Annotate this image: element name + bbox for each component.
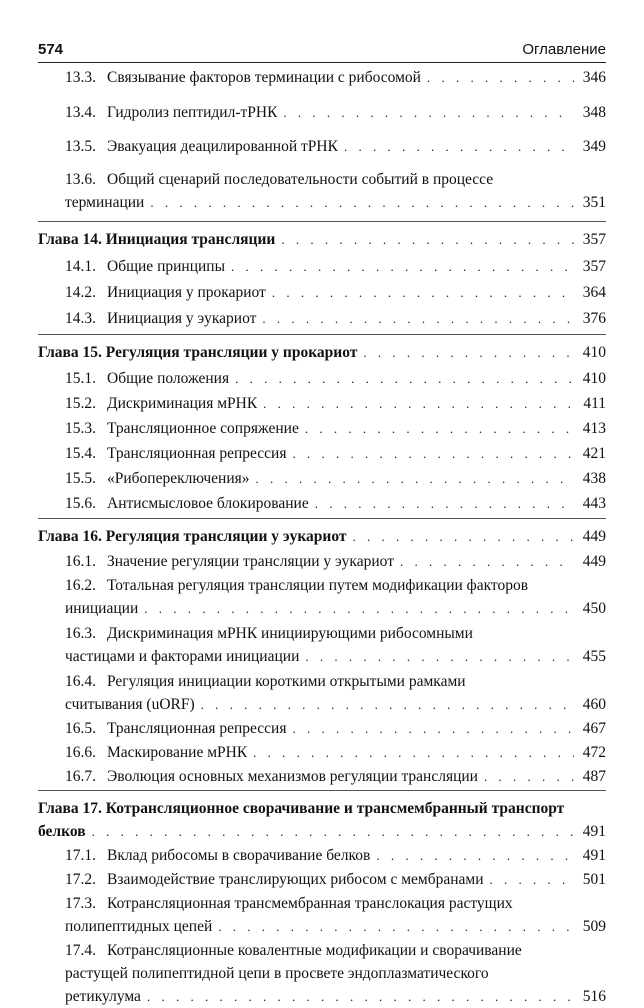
section-title: Дискриминация мРНК xyxy=(107,395,258,412)
section-number: 16.5. xyxy=(65,720,96,737)
dot-leader xyxy=(376,851,574,861)
section-number: 14.2. xyxy=(65,284,96,301)
section-number: 17.2. xyxy=(65,871,96,888)
section-title-line-1: Регуляция инициации короткими открытыми рамками xyxy=(107,673,466,690)
section-title: Эволюция основных механизмов регуляции трансляции xyxy=(107,768,478,785)
divider xyxy=(38,518,606,519)
toc-chapter-14[interactable] xyxy=(38,228,606,251)
dot-leader xyxy=(235,374,574,384)
toc-entry-14-2[interactable] xyxy=(38,281,606,304)
section-number: 14.1. xyxy=(65,258,96,275)
section-number: 13.6. xyxy=(65,171,96,188)
toc-entry-16-6[interactable] xyxy=(38,741,606,764)
section-number: 16.3. xyxy=(65,625,96,642)
page-ref: 487 xyxy=(582,768,606,785)
page-ref: 349 xyxy=(582,138,606,155)
dot-leader xyxy=(305,652,574,662)
dot-leader xyxy=(253,748,574,758)
section-number: 17.3. xyxy=(65,895,96,912)
chapter-title: Глава 15. Регуляция трансляции у прокариот xyxy=(38,344,358,361)
section-number: 17.4. xyxy=(65,942,96,959)
page-ref: 411 xyxy=(583,395,606,412)
page-ref: 357 xyxy=(582,231,606,248)
page-ref: 364 xyxy=(582,284,606,301)
toc-entry-16-4[interactable] xyxy=(38,670,606,716)
section-number: 17.1. xyxy=(65,847,96,864)
page-ref: 410 xyxy=(582,344,606,361)
section-title: Связывание факторов терминации с рибосомой xyxy=(107,69,421,86)
section-number: 14.3. xyxy=(65,310,96,327)
dot-leader xyxy=(256,474,574,484)
page-ref: 449 xyxy=(582,528,606,545)
toc-entry-13-4[interactable] xyxy=(38,101,606,124)
toc-entry-15-5[interactable] xyxy=(38,467,606,490)
section-title: Антисмысловое блокирование xyxy=(107,495,309,512)
toc-chapter-16[interactable] xyxy=(38,525,606,548)
toc-entry-15-4[interactable] xyxy=(38,442,606,465)
section-title: Инициация у прокариот xyxy=(107,284,266,301)
section-number: 13.5. xyxy=(65,138,96,155)
dot-leader xyxy=(281,235,574,245)
dot-leader xyxy=(144,604,574,614)
dot-leader xyxy=(147,992,574,1002)
page-ref: 491 xyxy=(582,847,606,864)
section-title-line-1: Общий сценарий последовательности событий в процессе xyxy=(107,171,494,188)
section-title: Значение регуляции трансляции у эукариот xyxy=(107,553,394,570)
page-ref: 351 xyxy=(582,194,606,211)
section-number: 15.3. xyxy=(65,420,96,437)
table-of-contents xyxy=(38,66,606,1008)
page-ref: 501 xyxy=(582,871,606,888)
section-title-line-2: растущей полипептидной цепи в просвете эндоплазматического xyxy=(65,965,489,982)
section-title: Гидролиз пептидил-тРНК xyxy=(107,104,278,121)
toc-entry-13-5[interactable] xyxy=(38,135,606,158)
toc-entry-15-3[interactable] xyxy=(38,417,606,440)
section-title-line-2: полипептидных цепей xyxy=(65,918,213,935)
dot-leader xyxy=(427,73,574,83)
dot-leader xyxy=(150,198,574,208)
section-number: 16.4. xyxy=(65,673,96,690)
page-ref: 467 xyxy=(582,720,606,737)
page-number: 574 xyxy=(38,41,64,58)
section-title-line-1: Котрансляционные ковалентные модификации и сворачивание xyxy=(107,942,522,959)
dot-leader xyxy=(218,922,574,932)
section-title-line-2: считывания (uORF) xyxy=(65,696,195,713)
section-title: Вклад рибосомы в сворачивание белков xyxy=(107,847,371,864)
running-title: Оглавление xyxy=(522,41,606,58)
page-ref: 449 xyxy=(582,553,606,570)
section-title: Общие положения xyxy=(107,370,230,387)
page-ref: 460 xyxy=(582,696,606,713)
page-ref: 438 xyxy=(582,470,606,487)
chapter-title-line-1: Глава 17. Котрансляционное сворачивание и трансмембранный транспорт xyxy=(38,800,565,817)
dot-leader xyxy=(363,348,574,358)
section-title: Трансляционная репрессия xyxy=(107,720,287,737)
toc-entry-16-7[interactable] xyxy=(38,765,606,788)
page-header xyxy=(38,38,606,63)
section-number: 15.2. xyxy=(65,395,96,412)
divider xyxy=(38,221,606,222)
toc-chapter-15[interactable] xyxy=(38,341,606,364)
chapter-title-line-2: белков xyxy=(38,823,86,840)
section-title: Трансляционная репрессия xyxy=(107,445,287,462)
page-ref: 509 xyxy=(582,918,606,935)
dot-leader xyxy=(344,142,574,152)
section-title: Трансляционное сопряжение xyxy=(107,420,299,437)
dot-leader xyxy=(292,724,574,734)
toc-entry-14-3[interactable] xyxy=(38,307,606,330)
page-ref: 376 xyxy=(582,310,606,327)
section-number: 16.6. xyxy=(65,744,96,761)
section-number: 15.1. xyxy=(65,370,96,387)
dot-leader xyxy=(231,262,574,272)
dot-leader xyxy=(400,557,574,567)
dot-leader xyxy=(283,108,574,118)
section-title-line-1: Тотальная регуляция трансляции путем модификации факторов xyxy=(107,577,529,594)
toc-entry-13-6[interactable] xyxy=(38,168,606,214)
dot-leader xyxy=(484,772,574,782)
section-title-line-1: Котрансляционная трансмембранная транслокация растущих xyxy=(107,895,513,912)
toc-entry-14-1[interactable] xyxy=(38,255,606,278)
dot-leader xyxy=(263,399,574,409)
page-ref: 357 xyxy=(582,258,606,275)
divider xyxy=(38,790,606,791)
toc-chapter-17[interactable] xyxy=(38,797,606,843)
toc-entry-16-5[interactable] xyxy=(38,717,606,740)
page-ref: 348 xyxy=(582,104,606,121)
section-title-line-1: Дискриминация мРНК инициирующими рибосомными xyxy=(107,625,473,642)
chapter-title: Глава 16. Регуляция трансляции у эукариот xyxy=(38,528,347,545)
dot-leader xyxy=(292,449,574,459)
section-title: «Рибопереключения» xyxy=(107,470,250,487)
section-number: 15.5. xyxy=(65,470,96,487)
toc-entry-17-2[interactable] xyxy=(38,868,606,891)
dot-leader xyxy=(201,700,574,710)
dot-leader xyxy=(305,424,574,434)
dot-leader xyxy=(353,532,574,542)
toc-entry-16-2[interactable] xyxy=(38,574,606,620)
dot-leader xyxy=(262,314,574,324)
page-ref: 450 xyxy=(582,600,606,617)
page-ref: 472 xyxy=(582,744,606,761)
section-number: 13.4. xyxy=(65,104,96,121)
dot-leader xyxy=(315,499,574,509)
page-ref: 410 xyxy=(582,370,606,387)
section-title: Взаимодействие транслирующих рибосом с мембранами xyxy=(107,871,484,888)
section-number: 16.7. xyxy=(65,768,96,785)
section-number: 15.6. xyxy=(65,495,96,512)
section-title-line-2: терминации xyxy=(65,194,145,211)
dot-leader xyxy=(272,288,574,298)
toc-entry-13-3[interactable] xyxy=(38,66,606,89)
section-number: 16.2. xyxy=(65,577,96,594)
page-ref: 346 xyxy=(582,69,606,86)
page-ref: 516 xyxy=(582,988,606,1005)
section-number: 13.3. xyxy=(65,69,96,86)
page-ref: 491 xyxy=(582,823,606,840)
section-title-line-2: инициации xyxy=(65,600,139,617)
section-title: Инициация у эукариот xyxy=(107,310,257,327)
page-ref: 443 xyxy=(582,495,606,512)
section-title-line-3: ретикулума xyxy=(65,988,141,1005)
page-ref: 455 xyxy=(582,648,606,665)
section-title-line-2: частицами и факторами инициации xyxy=(65,648,300,665)
dot-leader xyxy=(92,827,574,837)
toc-entry-16-3[interactable] xyxy=(38,622,606,668)
toc-entry-17-4[interactable] xyxy=(38,939,606,1008)
section-title: Эвакуация деацилированной тРНК xyxy=(107,138,338,155)
section-number: 16.1. xyxy=(65,553,96,570)
toc-entry-15-2[interactable] xyxy=(38,392,606,415)
page-ref: 413 xyxy=(582,420,606,437)
section-number: 15.4. xyxy=(65,445,96,462)
section-title: Маскирование мРНК xyxy=(107,744,248,761)
page-ref: 421 xyxy=(582,445,606,462)
toc-entry-17-3[interactable] xyxy=(38,892,606,938)
toc-entry-15-6[interactable] xyxy=(38,492,606,515)
divider xyxy=(38,334,606,335)
toc-entry-16-1[interactable] xyxy=(38,550,606,573)
toc-entry-15-1[interactable] xyxy=(38,367,606,390)
toc-entry-17-1[interactable] xyxy=(38,844,606,867)
chapter-title: Глава 14. Инициация трансляции xyxy=(38,231,276,248)
section-title: Общие принципы xyxy=(107,258,225,275)
dot-leader xyxy=(490,875,575,885)
